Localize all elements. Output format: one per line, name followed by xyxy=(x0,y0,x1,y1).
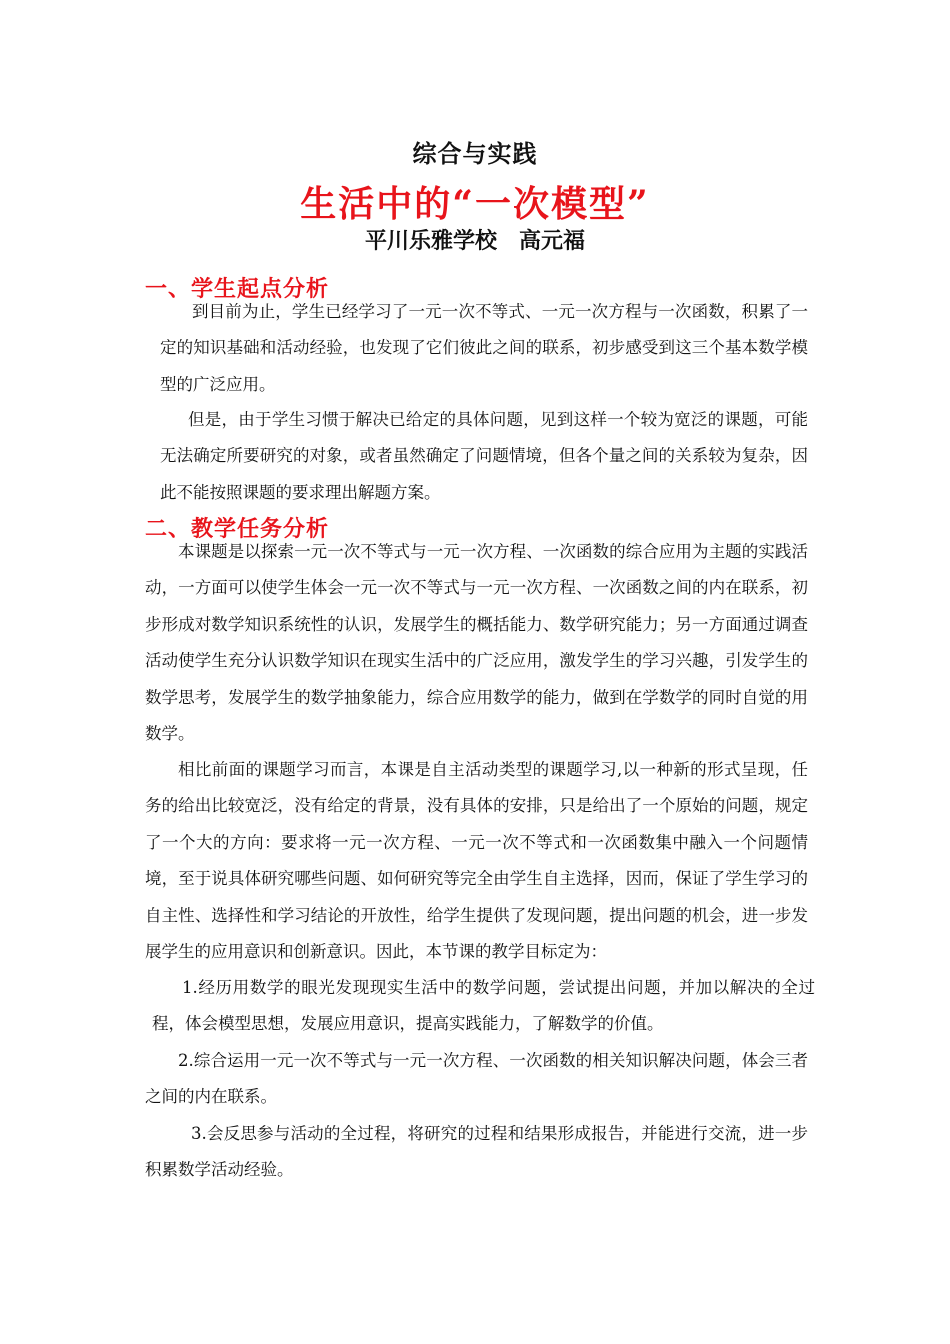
school-name: 平川乐雅学校 xyxy=(364,228,497,254)
goal-item-1: 1.经历用数学的眼光发现现实生活中的数学问题，尝试提出问题，并加以解决的全过程，体会模型思想，发展应用意识，提高实践能力，了解数学的价值。 xyxy=(152,978,815,1034)
paragraph-task-1: 本课题是以探索一元一次不等式与一元一次方程、一次函数的综合应用为主题的实践活动，一方面可以使学生体会一元一次不等式与一元一次方程、一次函数之间的内在联系，初步形成对数学知识系统性的认识，发展学生的概括能力、数学研究能力；另一方面通过调查活动使学生充分认识数学知识在现实生活中的广泛应用，激发学生的学习兴趣，引发学生的数学思考，发展学生的数学抽象能力，综合应用数学的能力，做到在学数学的同时自觉的用数学。 xyxy=(145,542,808,744)
author-name: 高元福 xyxy=(519,228,586,254)
section-heading-task-analysis: 二、教学任务分析 xyxy=(145,516,330,542)
goal-item-2: 2.综合运用一元一次不等式与一元一次方程、一次函数的相关知识解决问题，体会三者之间的内在联系。 xyxy=(145,1051,808,1107)
paragraph-student-2: 但是，由于学生习惯于解决已给定的具体问题，见到这样一个较为宽泛的课题，可能无法确定所要研究的对象，或者虽然确定了问题情境，但各个量之间的关系较为复杂，因此不能按照课题的要求理出解题方案。 xyxy=(160,410,808,502)
document-title: 生活中的“一次模型” xyxy=(300,183,650,225)
goal-item-3: 3.会反思参与活动的全过程，将研究的过程和结果形成报告，并能进行交流，进一步积累数学活动经验。 xyxy=(145,1124,808,1180)
author-line xyxy=(0,224,950,255)
section-heading-student-analysis: 一、学生起点分析 xyxy=(145,276,330,302)
paragraph-task-2: 相比前面的课题学习而言，本课是自主活动类型的课题学习,以一种新的形式呈现，任务的给出比较宽泛，没有给定的背景，没有具体的安排，只是给出了一个原始的问题，规定了一个大的方向：要求将一元一次方程、一元一次不等式和一次函数集中融入一个问题情境，至于说具体研究哪些问题、如何研究等完全由学生自主选择，因而，保证了学生学习的自主性、选择性和学习结论的开放性，给学生提供了发现问题，提出问题的机会，进一步发展学生的应用意识和创新意识。因此，本节课的教学目标定为： xyxy=(145,760,808,962)
paragraph-student-1: 到目前为止，学生已经学习了一元一次不等式、一元一次方程与一次函数，积累了一定的知识基础和活动经验，也发现了它们彼此之间的联系，初步感受到这三个基本数学模型的广泛应用。 xyxy=(160,302,808,394)
document-category: 综合与实践 xyxy=(412,139,538,168)
